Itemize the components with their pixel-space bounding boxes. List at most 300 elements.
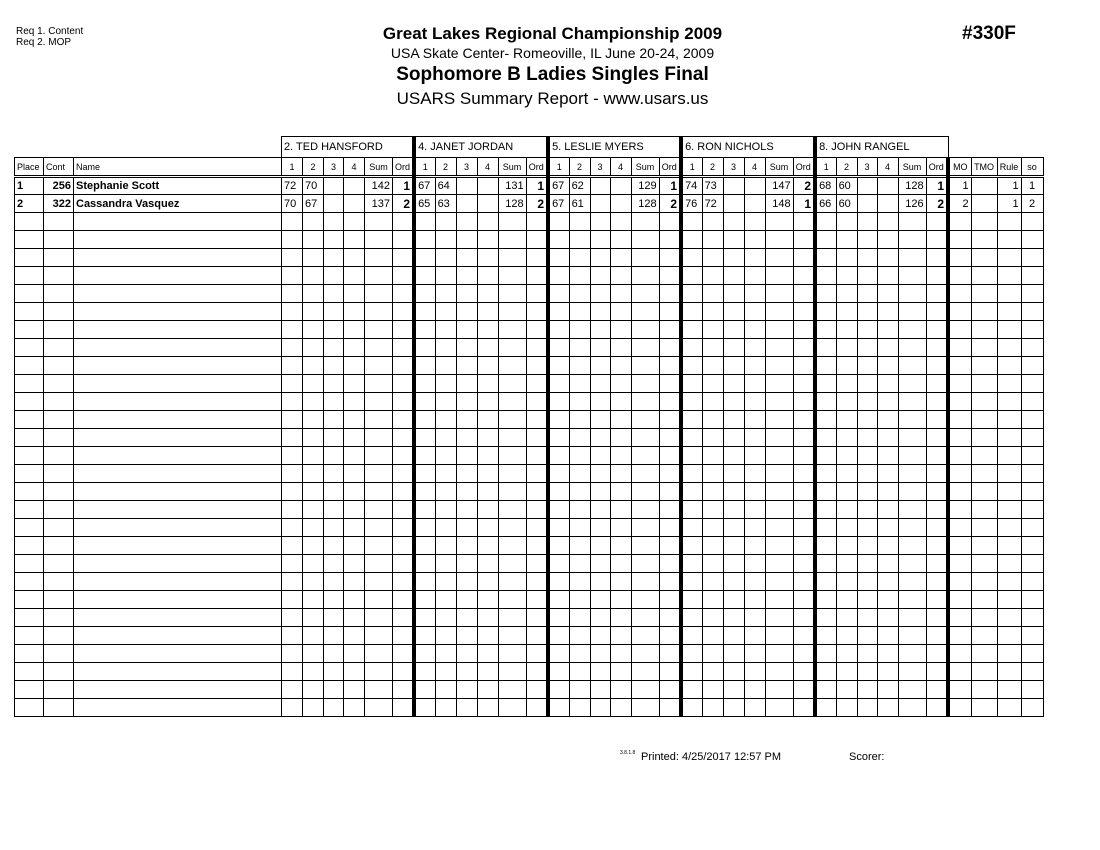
- judge-5-s1-cell: [815, 249, 836, 267]
- judge-3-s1-cell: [548, 501, 569, 519]
- judge-4-s1-cell: [681, 555, 702, 573]
- judge-2-ord-cell: [526, 627, 548, 645]
- judge-3-s3-cell: [590, 249, 610, 267]
- judge-5-s2-cell: [836, 501, 857, 519]
- judge-2-s1-cell: [414, 249, 435, 267]
- judge-4-s2-cell: [702, 609, 723, 627]
- skater-name-cell: [74, 555, 282, 573]
- place-cell: [15, 519, 44, 537]
- judge-2-s3-cell: [456, 285, 477, 303]
- judge-2-s3-cell: [456, 303, 477, 321]
- judge-2-sum-cell: [498, 555, 526, 573]
- judge-2-ord-cell: [526, 303, 548, 321]
- mo-cell: [948, 321, 971, 339]
- place-cell: [15, 645, 44, 663]
- judge-5-s3-cell: [857, 321, 877, 339]
- judge-2-ord-cell: [526, 267, 548, 285]
- judge-5-s3-cell: [857, 303, 877, 321]
- judge-4-s3-cell: [723, 645, 744, 663]
- judge-5-s3-cell: [857, 609, 877, 627]
- judge-4-s1-cell: [681, 465, 702, 483]
- judge-4-ord-cell: [793, 267, 815, 285]
- judge-4-ord-cell: [793, 231, 815, 249]
- judge-5-s3-cell: [857, 519, 877, 537]
- judge-2-sum-cell: [498, 465, 526, 483]
- judge-3-s3-cell: [590, 609, 610, 627]
- so-cell: [1021, 447, 1043, 465]
- judge-5-s4-cell: [877, 591, 898, 609]
- judge-5-ord-cell: [926, 411, 948, 429]
- empty-table-row: [15, 681, 1044, 699]
- judge-4-sum-cell: 147: [765, 177, 793, 195]
- rule-cell: [997, 519, 1021, 537]
- judge-3-sum-cell: [631, 519, 659, 537]
- skater-name-cell: [74, 357, 282, 375]
- col-judge-2-s4: 4: [477, 158, 498, 177]
- empty-table-row: [15, 339, 1044, 357]
- judge-1-s1-cell: [282, 375, 303, 393]
- judge-1-sum-cell: [365, 645, 393, 663]
- judge-2-s2-cell: [435, 645, 456, 663]
- judge-3-s3-cell: [590, 195, 610, 213]
- skater-name-cell: [74, 339, 282, 357]
- judge-4-s4-cell: [744, 627, 765, 645]
- rule-cell: [997, 357, 1021, 375]
- judge-1-s2-cell: [303, 357, 324, 375]
- skater-name-cell: [74, 267, 282, 285]
- judge-1-s4-cell: [344, 681, 365, 699]
- tmo-cell: [971, 249, 997, 267]
- judge-1-s4-cell: [344, 375, 365, 393]
- judge-4-s4-cell: [744, 591, 765, 609]
- judge-4-sum-cell: [765, 375, 793, 393]
- judge-4-ord-cell: [793, 699, 815, 717]
- judge-2-s4-cell: [477, 663, 498, 681]
- judge-5-s1-cell: [815, 357, 836, 375]
- judge-2-sum-cell: [498, 267, 526, 285]
- judge-1-s2-cell: [303, 483, 324, 501]
- judge-2-s3-cell: [456, 681, 477, 699]
- so-cell: [1021, 591, 1043, 609]
- judge-4-ord-cell: [793, 537, 815, 555]
- empty-table-row: [15, 699, 1044, 717]
- judge-3-ord-cell: [659, 519, 681, 537]
- judge-5-s1-cell: [815, 591, 836, 609]
- judge-1-sum-cell: [365, 465, 393, 483]
- judge-1-s1-cell: [282, 555, 303, 573]
- judge-2-ord-cell: [526, 339, 548, 357]
- judge-5-s1-cell: [815, 573, 836, 591]
- judge-2-ord-cell: [526, 591, 548, 609]
- judge-4-s2-cell: [702, 447, 723, 465]
- judge-2-s4-cell: [477, 609, 498, 627]
- judge-3-s2-cell: 61: [569, 195, 590, 213]
- judge-3-s4-cell: [610, 375, 631, 393]
- judge-1-s3-cell: [324, 663, 344, 681]
- so-cell: [1021, 681, 1043, 699]
- judge-4-ord-cell: [793, 465, 815, 483]
- mo-cell: [948, 249, 971, 267]
- judge-1-s1-cell: [282, 285, 303, 303]
- judge-3-s4-cell: [610, 321, 631, 339]
- judge-2-s2-cell: [435, 627, 456, 645]
- judge-5-s4-cell: [877, 249, 898, 267]
- judge-5-ord-cell: [926, 321, 948, 339]
- judge-5-s1-cell: 66: [815, 195, 836, 213]
- judge-2-s3-cell: [456, 249, 477, 267]
- judge-3-s4-cell: [610, 447, 631, 465]
- place-cell: [15, 339, 44, 357]
- judge-1-s4-cell: [344, 339, 365, 357]
- judge-2-s2-cell: [435, 663, 456, 681]
- place-cell: [15, 537, 44, 555]
- rule-cell: [997, 231, 1021, 249]
- col-judge-4-sum: Sum: [765, 158, 793, 177]
- judge-1-sum-cell: [365, 357, 393, 375]
- mo-cell: [948, 681, 971, 699]
- judge-1-s4-cell: [344, 429, 365, 447]
- judge-1-s4-cell: [344, 555, 365, 573]
- judge-1-s3-cell: [324, 195, 344, 213]
- judge-1-s2-cell: [303, 429, 324, 447]
- judge-1-s3-cell: [324, 321, 344, 339]
- tmo-cell: [971, 591, 997, 609]
- judge-4-s3-cell: [723, 357, 744, 375]
- judge-1-s3-cell: [324, 285, 344, 303]
- judge-1-s3-cell: [324, 699, 344, 717]
- judge-1-ord-cell: [393, 645, 415, 663]
- judge-2-s1-cell: [414, 231, 435, 249]
- rule-cell: [997, 213, 1021, 231]
- judge-1-sum-cell: [365, 555, 393, 573]
- so-cell: 2: [1021, 195, 1043, 213]
- column-header-row: [15, 158, 1044, 177]
- judge-3-s1-cell: [548, 231, 569, 249]
- col-judge-1-ord: Ord: [393, 158, 415, 177]
- judge-1-s4-cell: [344, 519, 365, 537]
- judge-2-sum-cell: [498, 285, 526, 303]
- judge-4-s4-cell: [744, 483, 765, 501]
- judge-1-ord-cell: [393, 375, 415, 393]
- judge-1-s2-cell: [303, 681, 324, 699]
- judge-3-s4-cell: [610, 411, 631, 429]
- judge-2-ord-cell: [526, 321, 548, 339]
- empty-table-row: [15, 483, 1044, 501]
- judge-1-s1-cell: [282, 483, 303, 501]
- judge-2-sum-cell: [498, 609, 526, 627]
- judge-3-s1-cell: [548, 285, 569, 303]
- judge-4-s3-cell: [723, 663, 744, 681]
- place-cell: [15, 501, 44, 519]
- so-cell: [1021, 483, 1043, 501]
- judge-4-ord-cell: 1: [793, 195, 815, 213]
- judge-3-sum-cell: [631, 321, 659, 339]
- judge-1-ord-cell: [393, 591, 415, 609]
- judge-5-sum-cell: [898, 285, 926, 303]
- judge-3-s4-cell: [610, 645, 631, 663]
- judge-1-ord-cell: [393, 429, 415, 447]
- judge-2-s4-cell: [477, 267, 498, 285]
- judge-4-s1-cell: [681, 663, 702, 681]
- competitor-number-cell: [44, 267, 74, 285]
- so-cell: [1021, 339, 1043, 357]
- judge-4-s4-cell: [744, 465, 765, 483]
- requirement-1: Req 1. Content: [16, 26, 84, 37]
- tmo-cell: [971, 357, 997, 375]
- judge-5-s3-cell: [857, 537, 877, 555]
- judge-4-s4-cell: [744, 519, 765, 537]
- judge-3-s4-cell: [610, 555, 631, 573]
- place-cell: [15, 429, 44, 447]
- judge-5-s3-cell: [857, 447, 877, 465]
- tmo-cell: [971, 609, 997, 627]
- judge-4-s2-cell: [702, 393, 723, 411]
- judge-5-s2-cell: [836, 591, 857, 609]
- judge-5-ord-cell: [926, 393, 948, 411]
- judge-3-sum-cell: [631, 681, 659, 699]
- judge-2-s3-cell: [456, 555, 477, 573]
- judge-2-ord-cell: [526, 537, 548, 555]
- judge-1-s4-cell: [344, 285, 365, 303]
- table-row: [15, 195, 1044, 213]
- judge-1-sum-cell: [365, 321, 393, 339]
- judge-1-s3-cell: [324, 537, 344, 555]
- judge-4-s2-cell: [702, 249, 723, 267]
- judge-3-sum-cell: [631, 591, 659, 609]
- skater-name-cell: [74, 681, 282, 699]
- judge-2-s4-cell: [477, 483, 498, 501]
- judge-5-ord-cell: [926, 267, 948, 285]
- judge-2-s1-cell: [414, 627, 435, 645]
- judge-1-s1-cell: [282, 231, 303, 249]
- judge-4-ord-cell: [793, 285, 815, 303]
- competitor-number-cell: [44, 285, 74, 303]
- judge-4-s1-cell: [681, 609, 702, 627]
- judge-4-ord-cell: [793, 411, 815, 429]
- judge-3-sum-cell: [631, 663, 659, 681]
- judge-4-s2-cell: [702, 591, 723, 609]
- judge-1-s2-cell: [303, 609, 324, 627]
- judge-2-ord-cell: [526, 231, 548, 249]
- judge-4-s3-cell: [723, 231, 744, 249]
- judge-5-ord-cell: [926, 519, 948, 537]
- judge-1-s1-cell: [282, 213, 303, 231]
- judge-4-s4-cell: [744, 303, 765, 321]
- judge-3-s4-cell: [610, 501, 631, 519]
- competitor-number-cell: [44, 303, 74, 321]
- judge-3-s2-cell: [569, 663, 590, 681]
- judge-3-s3-cell: [590, 573, 610, 591]
- judge-2-s3-cell: [456, 465, 477, 483]
- judge-2-s2-cell: [435, 699, 456, 717]
- empty-table-row: [15, 465, 1044, 483]
- judge-3-ord-cell: [659, 375, 681, 393]
- judge-2-s3-cell: [456, 195, 477, 213]
- judge-3-sum-cell: [631, 537, 659, 555]
- judge-4-s3-cell: [723, 375, 744, 393]
- judge-2-s2-cell: [435, 519, 456, 537]
- judge-2-s1-cell: [414, 573, 435, 591]
- col-judge-5-s2: 2: [836, 158, 857, 177]
- judge-4-s1-cell: [681, 537, 702, 555]
- judge-2-sum-cell: [498, 375, 526, 393]
- judge-3-sum-cell: [631, 483, 659, 501]
- judge-4-name: 6. RON NICHOLS: [681, 137, 815, 158]
- judge-4-s4-cell: [744, 447, 765, 465]
- judge-5-ord-cell: [926, 609, 948, 627]
- judge-1-s4-cell: [344, 303, 365, 321]
- judge-4-s3-cell: [723, 177, 744, 195]
- judge-4-s1-cell: [681, 573, 702, 591]
- col-judge-4-s2: 2: [702, 158, 723, 177]
- judge-2-s2-cell: 63: [435, 195, 456, 213]
- judge-4-s3-cell: [723, 573, 744, 591]
- judge-3-s4-cell: [610, 231, 631, 249]
- judge-5-sum-cell: [898, 231, 926, 249]
- tmo-cell: [971, 663, 997, 681]
- judge-1-ord-cell: [393, 411, 415, 429]
- judge-2-s4-cell: [477, 465, 498, 483]
- judge-2-s4-cell: [477, 303, 498, 321]
- so-cell: [1021, 231, 1043, 249]
- judge-5-s3-cell: [857, 177, 877, 195]
- judge-3-s1-cell: [548, 555, 569, 573]
- judge-2-s4-cell: [477, 555, 498, 573]
- judge-3-sum-cell: [631, 609, 659, 627]
- judge-1-sum-cell: [365, 249, 393, 267]
- judge-5-sum-cell: [898, 447, 926, 465]
- judge-3-s3-cell: [590, 267, 610, 285]
- mo-cell: 1: [948, 177, 971, 195]
- judge-5-sum-cell: [898, 411, 926, 429]
- rule-cell: [997, 573, 1021, 591]
- judge-1-sum-cell: [365, 375, 393, 393]
- judge-2-ord-cell: [526, 645, 548, 663]
- judge-2-s1-cell: [414, 519, 435, 537]
- judge-5-sum-cell: [898, 303, 926, 321]
- judge-5-s4-cell: [877, 375, 898, 393]
- tmo-cell: [971, 429, 997, 447]
- judge-3-s1-cell: [548, 465, 569, 483]
- empty-table-row: [15, 267, 1044, 285]
- col-place: Place: [15, 158, 44, 177]
- judge-5-s4-cell: [877, 699, 898, 717]
- judge-2-s2-cell: [435, 285, 456, 303]
- judge-4-sum-cell: [765, 465, 793, 483]
- judge-4-ord-cell: [793, 645, 815, 663]
- judge-5-ord-cell: 1: [926, 177, 948, 195]
- judge-4-sum-cell: [765, 321, 793, 339]
- skater-name-cell: [74, 411, 282, 429]
- judge-3-s4-cell: [610, 339, 631, 357]
- judge-5-s1-cell: [815, 447, 836, 465]
- col-judge-1-s3: 3: [324, 158, 344, 177]
- judge-2-s2-cell: [435, 393, 456, 411]
- col-judge-2-s1: 1: [414, 158, 435, 177]
- judge-1-s1-cell: [282, 609, 303, 627]
- judge-2-ord-cell: [526, 483, 548, 501]
- judge-2-ord-cell: [526, 465, 548, 483]
- judge-1-s4-cell: [344, 465, 365, 483]
- judge-2-sum-cell: [498, 627, 526, 645]
- judge-5-ord-cell: [926, 555, 948, 573]
- judge-3-ord-cell: [659, 321, 681, 339]
- judge-5-s4-cell: [877, 213, 898, 231]
- judge-5-ord-cell: [926, 699, 948, 717]
- col-judge-3-sum: Sum: [631, 158, 659, 177]
- col-judge-1-s1: 1: [282, 158, 303, 177]
- judge-4-ord-cell: [793, 573, 815, 591]
- judge-4-ord-cell: [793, 627, 815, 645]
- judge-5-ord-cell: 2: [926, 195, 948, 213]
- judge-1-s3-cell: [324, 213, 344, 231]
- judge-2-s4-cell: [477, 195, 498, 213]
- judge-4-s3-cell: [723, 411, 744, 429]
- judge-5-s2-cell: [836, 627, 857, 645]
- judge-5-s4-cell: [877, 303, 898, 321]
- judge-5-sum-cell: [898, 249, 926, 267]
- judge-3-sum-cell: [631, 267, 659, 285]
- judge-2-s3-cell: [456, 357, 477, 375]
- judge-3-s4-cell: [610, 429, 631, 447]
- judge-5-ord-cell: [926, 573, 948, 591]
- judge-3-s2-cell: [569, 447, 590, 465]
- judge-1-s1-cell: [282, 411, 303, 429]
- judge-1-s1-cell: [282, 321, 303, 339]
- judge-2-s2-cell: [435, 465, 456, 483]
- judge-1-s2-cell: [303, 555, 324, 573]
- judge-5-ord-cell: [926, 483, 948, 501]
- judge-5-s4-cell: [877, 231, 898, 249]
- judge-5-sum-cell: [898, 663, 926, 681]
- judge-3-ord-cell: [659, 447, 681, 465]
- judge-2-s3-cell: [456, 537, 477, 555]
- tmo-cell: [971, 447, 997, 465]
- judge-2-s1-cell: [414, 321, 435, 339]
- judge-2-sum-cell: [498, 645, 526, 663]
- judge-2-s4-cell: [477, 429, 498, 447]
- so-cell: [1021, 285, 1043, 303]
- skater-name-cell: [74, 303, 282, 321]
- venue-and-dates: USA Skate Center- Romeoville, IL June 20-24, 2009: [390, 45, 715, 61]
- judge-4-s2-cell: [702, 465, 723, 483]
- judge-5-s4-cell: [877, 285, 898, 303]
- so-cell: [1021, 213, 1043, 231]
- judge-1-sum-cell: [365, 573, 393, 591]
- judge-3-sum-cell: [631, 411, 659, 429]
- judge-2-sum-cell: [498, 699, 526, 717]
- judge-4-sum-cell: [765, 591, 793, 609]
- judge-3-s3-cell: [590, 393, 610, 411]
- judge-4-s1-cell: [681, 645, 702, 663]
- so-cell: [1021, 321, 1043, 339]
- place-cell: [15, 447, 44, 465]
- judge-3-s2-cell: [569, 285, 590, 303]
- empty-table-row: [15, 285, 1044, 303]
- judge-1-ord-cell: [393, 555, 415, 573]
- judge-2-s2-cell: [435, 573, 456, 591]
- judge-4-s4-cell: [744, 321, 765, 339]
- judge-5-s3-cell: [857, 375, 877, 393]
- judge-3-s3-cell: [590, 375, 610, 393]
- judge-5-s4-cell: [877, 321, 898, 339]
- judge-1-sum-cell: [365, 429, 393, 447]
- judge-1-s3-cell: [324, 447, 344, 465]
- rule-cell: [997, 411, 1021, 429]
- judge-2-sum-cell: [498, 429, 526, 447]
- skater-name-cell: [74, 231, 282, 249]
- judge-1-ord-cell: [393, 357, 415, 375]
